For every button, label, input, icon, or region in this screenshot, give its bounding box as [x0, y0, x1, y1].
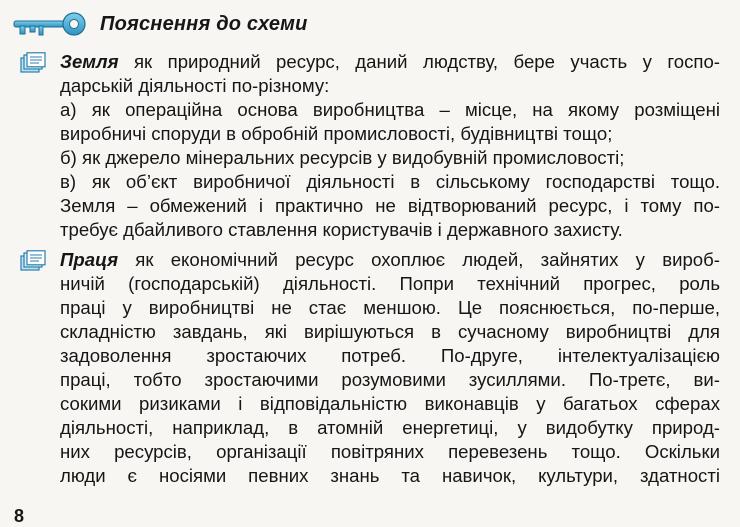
text-line: б) як джерело мінеральних ресурсів у видобувній промисловості; — [60, 147, 625, 168]
text-line: виробничі споруди в обробній промисловості, будівництві тощо; — [60, 123, 613, 144]
note-stack-icon — [20, 250, 46, 272]
term-land: Земля — [60, 51, 119, 72]
note-stack-icon — [20, 52, 46, 74]
text-line: діяльності, наприклад, в атомній енергетиці, у видобутку природ- — [60, 417, 720, 438]
section-header — [8, 6, 308, 42]
text-line: в) як об’єкт виробничої діяльності в сільському господарстві тощо. — [60, 171, 720, 192]
text-line-content: як природний ресурс, даний людству, бере участь у госпо- — [118, 51, 720, 72]
text-line: сокими ризиками і відповідальністю виконавців у багатьох сферах — [60, 393, 720, 414]
text-line: них ресурсів, організації повітряних перевезень тощо. Оскільки — [60, 441, 720, 462]
text-line: праці, тобто зростаючими розумовими зусиллями. По-третє, ви- — [60, 369, 720, 390]
text-line — [60, 248, 720, 272]
text-line: люди є носіями певних знань та навичок, культури, здатності — [60, 465, 720, 486]
text-line: а) як операційна основа виробництва – місце, на якому розміщені — [60, 99, 720, 120]
text-line: требує дбайливого ставлення користувачів і державного захисту. — [60, 219, 623, 240]
text-line: Земля – обмежений і практично не відтворюваний ресурс, і тому по- — [60, 195, 720, 216]
text-line — [60, 50, 720, 74]
text-line: складністю завдань, які вирішуються в сучасному виробництві для — [60, 321, 720, 342]
page-number: 8 — [14, 506, 25, 526]
key-icon — [8, 7, 90, 41]
text-line-content: як економічний ресурс охоплює людей, зайнятих у вироб- — [118, 249, 720, 270]
text-line: дарській діяльності по-різному: — [60, 75, 330, 96]
term-labour: Праця — [60, 249, 119, 270]
text-line: задоволення зростаючих потреб. По-друге, інтелектуалізацією — [60, 345, 720, 366]
text-line: ничій (господарській) діяльності. Попри технічний прогрес, роль — [60, 273, 720, 294]
text-line: праці у виробництві не стає меншою. Це пояснюється, по-перше, — [60, 297, 720, 318]
section-title: Пояснення до схеми — [100, 12, 308, 35]
